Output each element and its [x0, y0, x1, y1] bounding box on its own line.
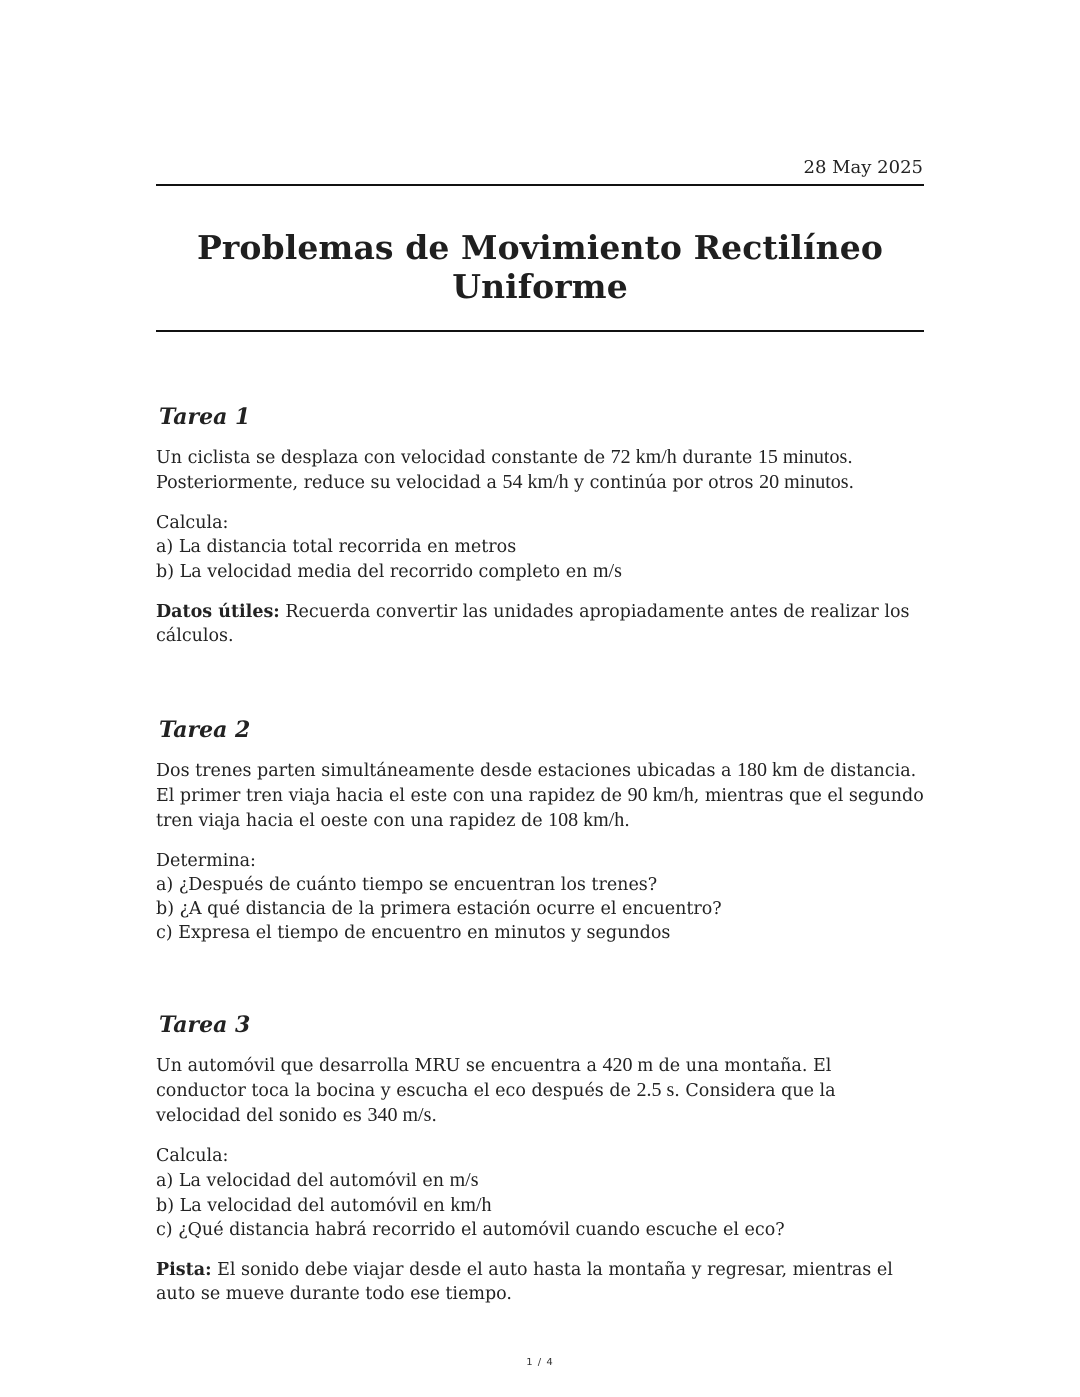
task-prompt: Calcula:	[156, 1146, 229, 1166]
task-heading: Tarea 1	[159, 404, 251, 430]
task-item-b: b) La velocidad media del recorrido completo en m/s	[156, 560, 622, 582]
task-3	[156, 1012, 924, 1306]
page-number: 1 / 4	[526, 1357, 554, 1368]
math-value: 180 km	[737, 759, 798, 781]
math-value: 54 km/h	[502, 471, 569, 493]
task-item-a: a) La velocidad del automóvil en m/s	[156, 1169, 479, 1191]
task-statement: Un ciclista se desplaza con velocidad constante de 72 km/h durante 15 minutos. Posteriormente, reduce su velocidad a 54 km/h y continúa por otros 20 minutos.	[156, 446, 855, 493]
math-value: m/s	[592, 560, 622, 582]
task-note: Datos útiles: Recuerda convertir las unidades apropiadamente antes de realizar los cálculos.	[156, 602, 910, 646]
math-value: km/h	[450, 1194, 492, 1216]
task-heading: Tarea 3	[159, 1012, 251, 1038]
math-value: 2.5 s	[636, 1079, 675, 1101]
title-rule	[156, 330, 924, 332]
math-value: 420 m	[602, 1054, 654, 1076]
note-label: Datos útiles:	[156, 602, 280, 622]
task-statement: Dos trenes parten simultáneamente desde estaciones ubicadas a 180 km de distancia. El primer tren viaja hacia el este con una rapidez de 90 km/h, mientras que el segundo tren viaja hacia el oeste con una rapidez de 108 km/h.	[156, 759, 924, 831]
math-value: 15 minutos	[757, 446, 848, 468]
task-2	[156, 717, 924, 945]
task-item-c: c) ¿Qué distancia habrá recorrido el automóvil cuando escuche el eco?	[156, 1220, 785, 1240]
task-prompt: Determina:	[156, 851, 256, 871]
math-value: m/s	[449, 1169, 479, 1191]
header-rule	[156, 184, 924, 186]
task-item-c: c) Expresa el tiempo de encuentro en minutos y segundos	[156, 923, 671, 943]
task-item-b: b) La velocidad del automóvil en km/h	[156, 1194, 492, 1216]
header-date: 28 May 2025	[803, 157, 923, 178]
task-1	[156, 404, 924, 648]
task-item-b: b) ¿A qué distancia de la primera estación ocurre el encuentro?	[156, 899, 722, 919]
math-value: 90 km/h	[627, 784, 694, 806]
task-item-a: a) La distancia total recorrida en metros	[156, 537, 517, 557]
math-value: 340 m/s	[367, 1104, 432, 1126]
note-label: Pista:	[156, 1260, 212, 1280]
math-value: 20 minutos	[759, 471, 849, 493]
task-statement: Un automóvil que desarrolla MRU se encuentra a 420 m de una montaña. El conductor toca la bocina y escucha el eco después de 2.5 s. Considera que la velocidad del sonido es 340 m/s.	[156, 1054, 836, 1126]
task-prompt: Calcula:	[156, 513, 229, 533]
math-value: 108 km/h	[548, 809, 625, 831]
task-note: Pista: El sonido debe viajar desde el auto hasta la montaña y regresar, mientras el auto se mueve durante todo ese tiempo.	[156, 1260, 893, 1304]
task-heading: Tarea 2	[159, 717, 251, 743]
task-item-a: a) ¿Después de cuánto tiempo se encuentran los trenes?	[156, 875, 658, 895]
math-value: 72 km/h	[610, 446, 677, 468]
page-title: Problemas de Movimiento Rectilíneo Uniforme	[197, 228, 883, 306]
